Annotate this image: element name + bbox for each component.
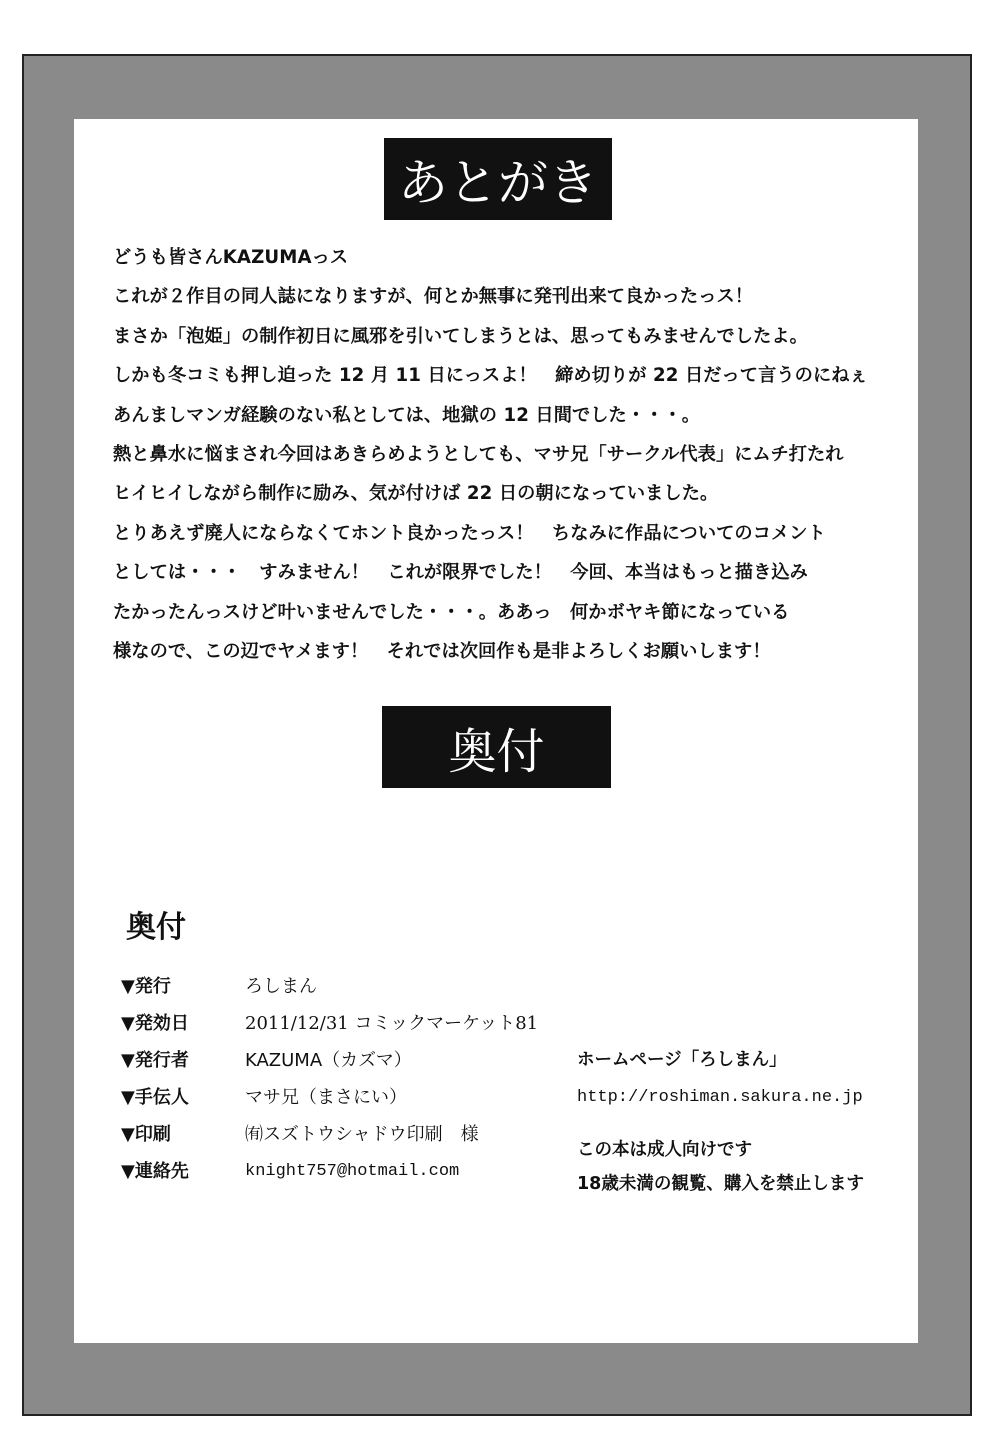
afterword-line: これが２作目の同人誌になりますが、何とか無事に発刊出来て良かったっス！ [113, 286, 754, 308]
colophon-value: ㈲スズトウシャドウ印刷 様 [245, 1124, 479, 1145]
colophon-value: ろしまん [245, 976, 317, 997]
colophon-label: ▼印刷 [121, 1124, 171, 1145]
afterword-line: たかったんっスけど叶いませんでした・・・。ああっ 何かボヤキ節になっている [113, 601, 790, 623]
colophon-value: KAZUMA（カズマ） [245, 1050, 412, 1071]
homepage-label: ホームページ「ろしまん」 [577, 1050, 787, 1070]
contact-email: knight757@hotmail.com [245, 1162, 460, 1181]
colophon-value: 2011/12/31 コミックマーケット81 [245, 1013, 539, 1034]
age-restriction-notice: 18歳未満の観覧、購入を禁止します [577, 1174, 864, 1194]
colophon-label: ▼発行者 [121, 1050, 189, 1071]
afterword-title-box [384, 138, 612, 220]
colophon-label: ▼連絡先 [121, 1161, 189, 1182]
colophon-label: ▼手伝人 [121, 1087, 189, 1108]
afterword-line: あんましマンガ経験のない私としては、地獄の 12 日間でした・・・。 [113, 404, 700, 426]
colophon-label: ▼発効日 [121, 1013, 189, 1034]
colophon-title-box [382, 706, 611, 788]
afterword-line: 様なので、この辺でヤメます！ それでは次回作も是非よろしくお願いします！ [113, 640, 771, 662]
afterword-line: ヒイヒイしながら制作に励み、気が付けば 22 日の朝になっていました。 [113, 483, 719, 505]
colophon-title: 奥付 [448, 723, 545, 780]
afterword-body [113, 238, 903, 671]
colophon-heading: 奥付 [126, 910, 186, 945]
afterword-line: まさか「泡姫」の制作初日に風邪を引いてしまうとは、思ってもみませんでしたよ。 [113, 325, 808, 347]
afterword-line: としては・・・ すみません！ これが限界でした！ 今回、本当はもっと描き込み [113, 562, 808, 584]
afterword-title: あとがき [398, 154, 598, 212]
colophon-label: ▼発行 [121, 976, 171, 997]
homepage-url: http://roshiman.sakura.ne.jp [577, 1088, 863, 1107]
afterword-line: しかも冬コミも押し迫った 12 月 11 日にっスよ！ 締め切りが 22 日だって言うのにねぇ [113, 365, 868, 387]
colophon-value: マサ兄（まさにい） [245, 1087, 407, 1108]
afterword-line: どうも皆さんKAZUMAっス [113, 247, 349, 268]
adult-notice: この本は成人向けです [577, 1140, 752, 1160]
afterword-line: とりあえず廃人にならなくてホント良かったっス！ ちなみに作品についてのコメント [113, 522, 826, 544]
afterword-line: 熱と鼻水に悩まされ今回はあきらめようとしても、マサ兄「サークル代表」にムチ打たれ [113, 443, 844, 465]
